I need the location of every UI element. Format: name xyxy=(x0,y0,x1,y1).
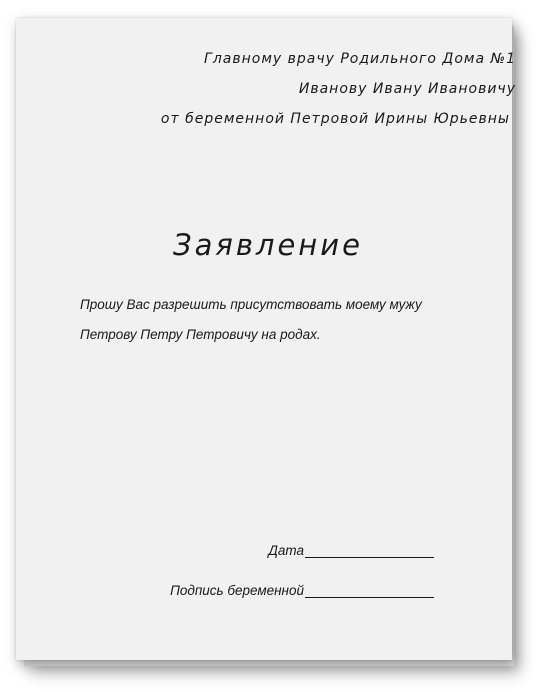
request-text xyxy=(80,290,422,350)
request-line-2: Петрову Петру Петровичу на родах. xyxy=(80,327,321,342)
request-line-1: Прошу Вас разрешить присутствовать моему мужу xyxy=(80,297,422,312)
date-label: Дата xyxy=(268,543,304,558)
addressee-line-1: Главному врачу Родильного Дома №1 xyxy=(204,51,516,67)
signature-blank-line xyxy=(305,583,434,598)
document-title: Заявление xyxy=(173,228,363,262)
date-row xyxy=(268,543,434,558)
addressee-block xyxy=(161,44,516,134)
date-blank-line xyxy=(305,543,434,558)
addressee-line-2: Иванову Ивану Ивановичу xyxy=(298,81,516,97)
signature-label: Подпись беременной xyxy=(170,583,304,598)
signature-row xyxy=(170,583,434,598)
sender-line: от беременной Петровой Ирины Юрьевны xyxy=(160,111,510,127)
